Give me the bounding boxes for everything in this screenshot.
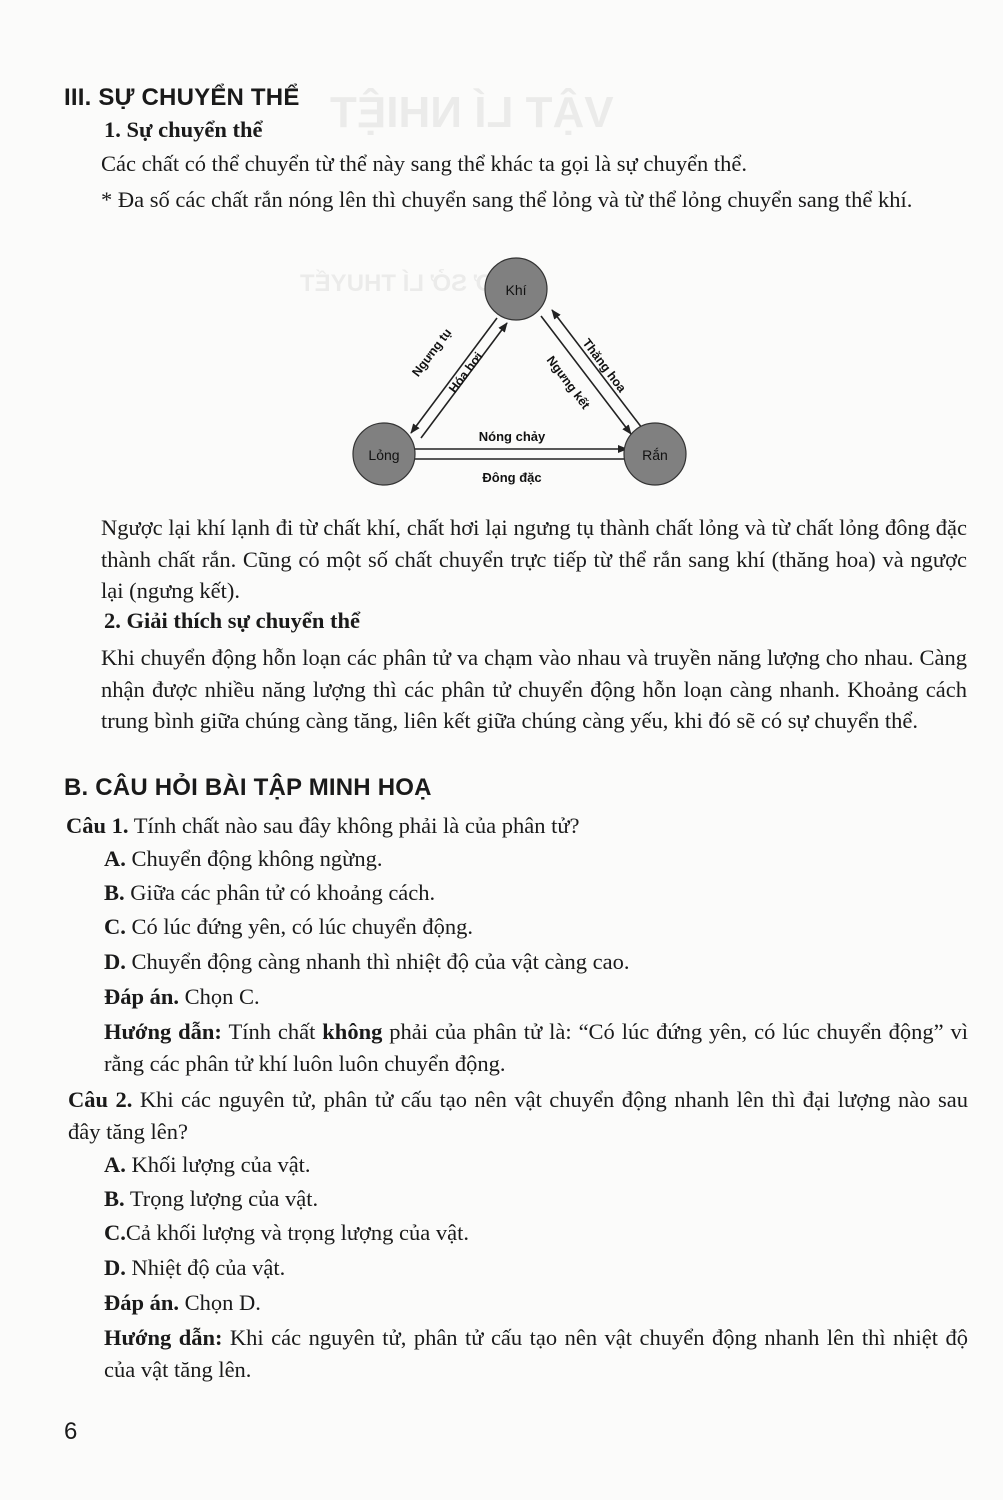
q2-option-d bbox=[104, 1255, 285, 1281]
label-condensation: Ngưng tụ bbox=[409, 325, 455, 380]
q1-answer bbox=[104, 984, 260, 1010]
option-key: C. bbox=[104, 914, 126, 939]
guide-label: Hướng dẫn: bbox=[104, 1325, 223, 1350]
q2-answer bbox=[104, 1290, 261, 1316]
option-key: D. bbox=[104, 1255, 126, 1280]
q2-guide bbox=[104, 1322, 968, 1385]
paragraph-explanation: Khi chuyển động hỗn loạn các phân tử va chạm vào nhau và truyền năng lượng cho nhau. Càng nhận được nhiều năng lượng thì các phân tử chuyển động hỗn loạn càng nhanh. Khoảng cách trung bình giữa chúng càng tăng, liên kết giữa chúng càng yếu, khi đó sẽ có sự chuyển thể. bbox=[101, 645, 967, 733]
option-text: Khối lượng của vật. bbox=[125, 1152, 311, 1177]
guide-text-2: phải của phân tử là: “Có lúc đứng yên, có lúc chuyển động” vì rằng các phân tử khí luôn luôn chuyển động. bbox=[104, 1019, 968, 1076]
option-text: Có lúc đứng yên, có lúc chuyển động. bbox=[125, 914, 473, 939]
guide-text: Khi các nguyên tử, phân tử cấu tạo nên vật chuyển động nhanh lên thì nhiệt độ của vật tăng lên. bbox=[104, 1325, 968, 1382]
label-freezing: Đông đặc bbox=[482, 470, 542, 485]
label-sublimation: Thăng hoa bbox=[579, 336, 629, 396]
option-text: Chuyển động càng nhanh thì nhiệt độ của vật càng cao. bbox=[125, 949, 630, 974]
q2-option-c bbox=[104, 1220, 469, 1246]
q2-option-a bbox=[104, 1152, 311, 1178]
node-gas-label: Khí bbox=[505, 282, 527, 298]
option-text: Giữa các phân tử có khoảng cách. bbox=[124, 880, 436, 905]
question-2 bbox=[68, 1084, 968, 1147]
paragraph-solid-to-gas: * Đa số các chất rắn nóng lên thì chuyển sang thể lỏng và từ thể lỏng chuyển sang thể khí. bbox=[101, 187, 913, 212]
option-text: Nhiệt độ của vật. bbox=[125, 1255, 286, 1280]
subsection-1-title: 1. Sự chuyển thể bbox=[104, 117, 263, 142]
answer-label: Đáp án. bbox=[104, 1290, 180, 1315]
answer-text: Chọn D. bbox=[179, 1290, 261, 1315]
label-vaporization: Hóa hơi bbox=[446, 349, 486, 396]
paragraph-definition: Các chất có thể chuyển từ thể này sang thể khác ta gọi là sự chuyển thể. bbox=[101, 151, 748, 176]
subsection-2-title: 2. Giải thích sự chuyển thể bbox=[104, 608, 361, 633]
question-2-label: Câu 2. bbox=[68, 1087, 133, 1112]
option-key: A. bbox=[104, 846, 126, 871]
question-2-text: Khi các nguyên tử, phân tử cấu tạo nên vật chuyển động nhanh lên thì đại lượng nào sau đây tăng lên? bbox=[68, 1087, 968, 1144]
guide-bold-word: không bbox=[322, 1019, 383, 1044]
label-deposition: Ngưng kết bbox=[543, 353, 593, 412]
option-text: Trọng lượng của vật. bbox=[124, 1186, 319, 1211]
option-text: Cả khối lượng và trọng lượng của vật. bbox=[125, 1220, 469, 1245]
guide-label: Hướng dẫn: bbox=[104, 1019, 222, 1044]
option-key: B. bbox=[104, 1186, 125, 1211]
node-solid-label: Rắn bbox=[642, 447, 668, 463]
answer-label: Đáp án. bbox=[104, 984, 180, 1009]
q1-option-a bbox=[104, 846, 382, 872]
question-1-text: Tính chất nào sau đây không phải là của phân tử? bbox=[128, 813, 580, 838]
option-key: A. bbox=[104, 1152, 126, 1177]
section-b-heading: B. CÂU HỎI BÀI TẬP MINH HOẠ bbox=[64, 774, 432, 801]
question-1-label: Câu 1. bbox=[66, 813, 129, 838]
node-liquid-label: Lỏng bbox=[368, 447, 400, 463]
q1-option-b bbox=[104, 880, 435, 906]
option-key: B. bbox=[104, 880, 125, 905]
option-key: D. bbox=[104, 949, 126, 974]
option-key: C. bbox=[104, 1220, 126, 1245]
q1-option-c bbox=[104, 914, 473, 940]
bleed-through-decoration-2: CƠ SỞ LÍ THUYẾT bbox=[300, 270, 512, 297]
section-3-heading: III. SỰ CHUYỂN THỂ bbox=[64, 84, 300, 111]
q2-option-b bbox=[104, 1186, 318, 1212]
page-number: 6 bbox=[64, 1418, 78, 1445]
label-melting: Nóng chảy bbox=[478, 429, 546, 444]
q1-guide bbox=[104, 1016, 968, 1079]
guide-text: Tính chất bbox=[221, 1019, 323, 1044]
answer-text: Chọn C. bbox=[179, 984, 260, 1009]
bleed-through-decoration: VẬT LÍ NHIỆT bbox=[330, 88, 614, 137]
q1-option-d bbox=[104, 949, 629, 975]
paragraph-reverse-processes: Ngược lại khí lạnh đi từ chất khí, chất hơi lại ngưng tụ thành chất lỏng và từ chất lỏng đông đặc thành chất rắn. Cũng có một số chất chuyển trực tiếp từ thể rắn sang khí (thăng hoa) và ngược lại (ngưng kết). bbox=[101, 515, 967, 603]
question-1 bbox=[66, 813, 580, 839]
option-text: Chuyển động không ngừng. bbox=[125, 846, 383, 871]
